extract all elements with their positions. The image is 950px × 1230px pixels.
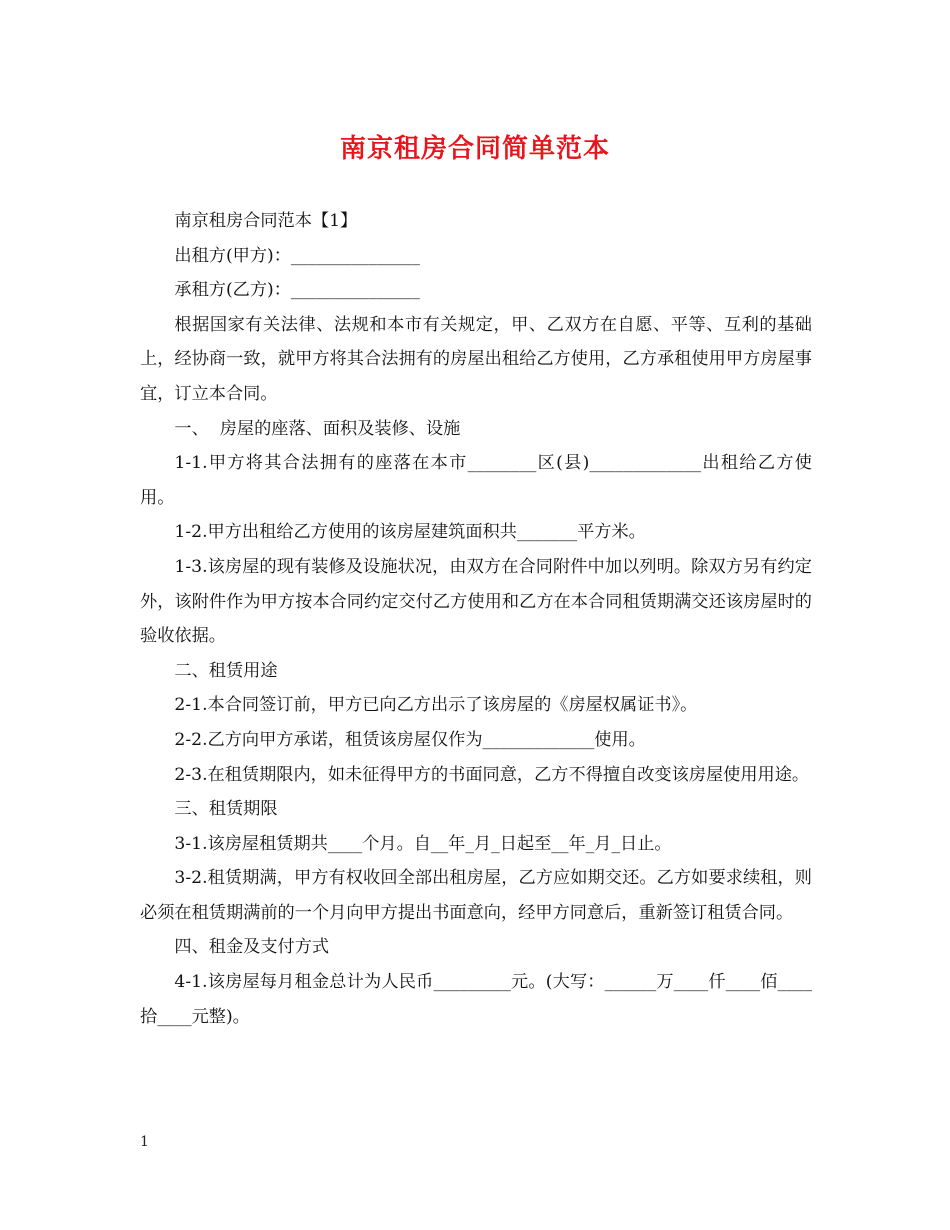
clause-1-1: 1-1.甲方将其合法拥有的座落在本市________区(县)_____________出租给乙方使用。 (140, 453, 812, 508)
section-2-heading: 二、租赁用途 (174, 660, 278, 681)
clause-3-1: 3-1.该房屋租赁期共____个月。自__年_月_日起至__年_月_日止。 (174, 833, 672, 854)
preamble-paragraph: 根据国家有关法律、法规和本市有关规定，甲、乙双方在自愿、平等、互利的基础上，经协商一致，就甲方将其合法拥有的房屋出租给乙方使用，乙方承租使用甲方房屋事宜，订立本合同。 (140, 314, 812, 404)
clause-1-2: 1-2.甲方出租给乙方使用的该房屋建筑面积共_______平方米。 (174, 522, 646, 543)
clause-2-2: 2-2.乙方向甲方承诺，租赁该房屋仅作为_____________使用。 (174, 729, 646, 750)
clause-2-1: 2-1.本合同签订前，甲方已向乙方出示了该房屋的《房屋权属证书》。 (174, 695, 698, 716)
lessor-line: 出租方(甲方)：_______________ (174, 245, 420, 266)
clause-3-2: 3-2.租赁期满，甲方有权收回全部出租房屋，乙方应如期交还。乙方如要求续租，则必须在租赁期满前的一个月向甲方提出书面意向，经甲方同意后，重新签订租赁合同。 (140, 868, 812, 923)
section-4-heading: 四、租金及支付方式 (174, 937, 330, 958)
section-1-heading: 一、 房屋的座落、面积及装修、设施 (174, 418, 461, 439)
section-3-heading: 三、租赁期限 (174, 799, 278, 820)
page-number: 1 (140, 1134, 149, 1150)
clause-1-3: 1-3.该房屋的现有装修及设施状况，由双方在合同附件中加以列明。除双方另有约定外，该附件作为甲方按本合同约定交付乙方使用和乙方在本合同租赁期满交还该房屋时的验收依据。 (140, 556, 812, 647)
clause-2-3: 2-3.在租赁期限内，如未征得甲方的书面同意，乙方不得擅自改变该房屋使用用途。 (174, 764, 810, 785)
document-body (140, 204, 812, 1034)
document-title: 南京租房合同简单范本 (339, 134, 610, 164)
lessee-line: 承租方(乙方)：_______________ (174, 280, 420, 301)
clause-4-1: 4-1.该房屋每月租金总计为人民币_________元。(大写：______万____仟____佰____拾____元整)。 (140, 972, 812, 1027)
section-heading: 南京租房合同范本【1】 (174, 211, 358, 231)
